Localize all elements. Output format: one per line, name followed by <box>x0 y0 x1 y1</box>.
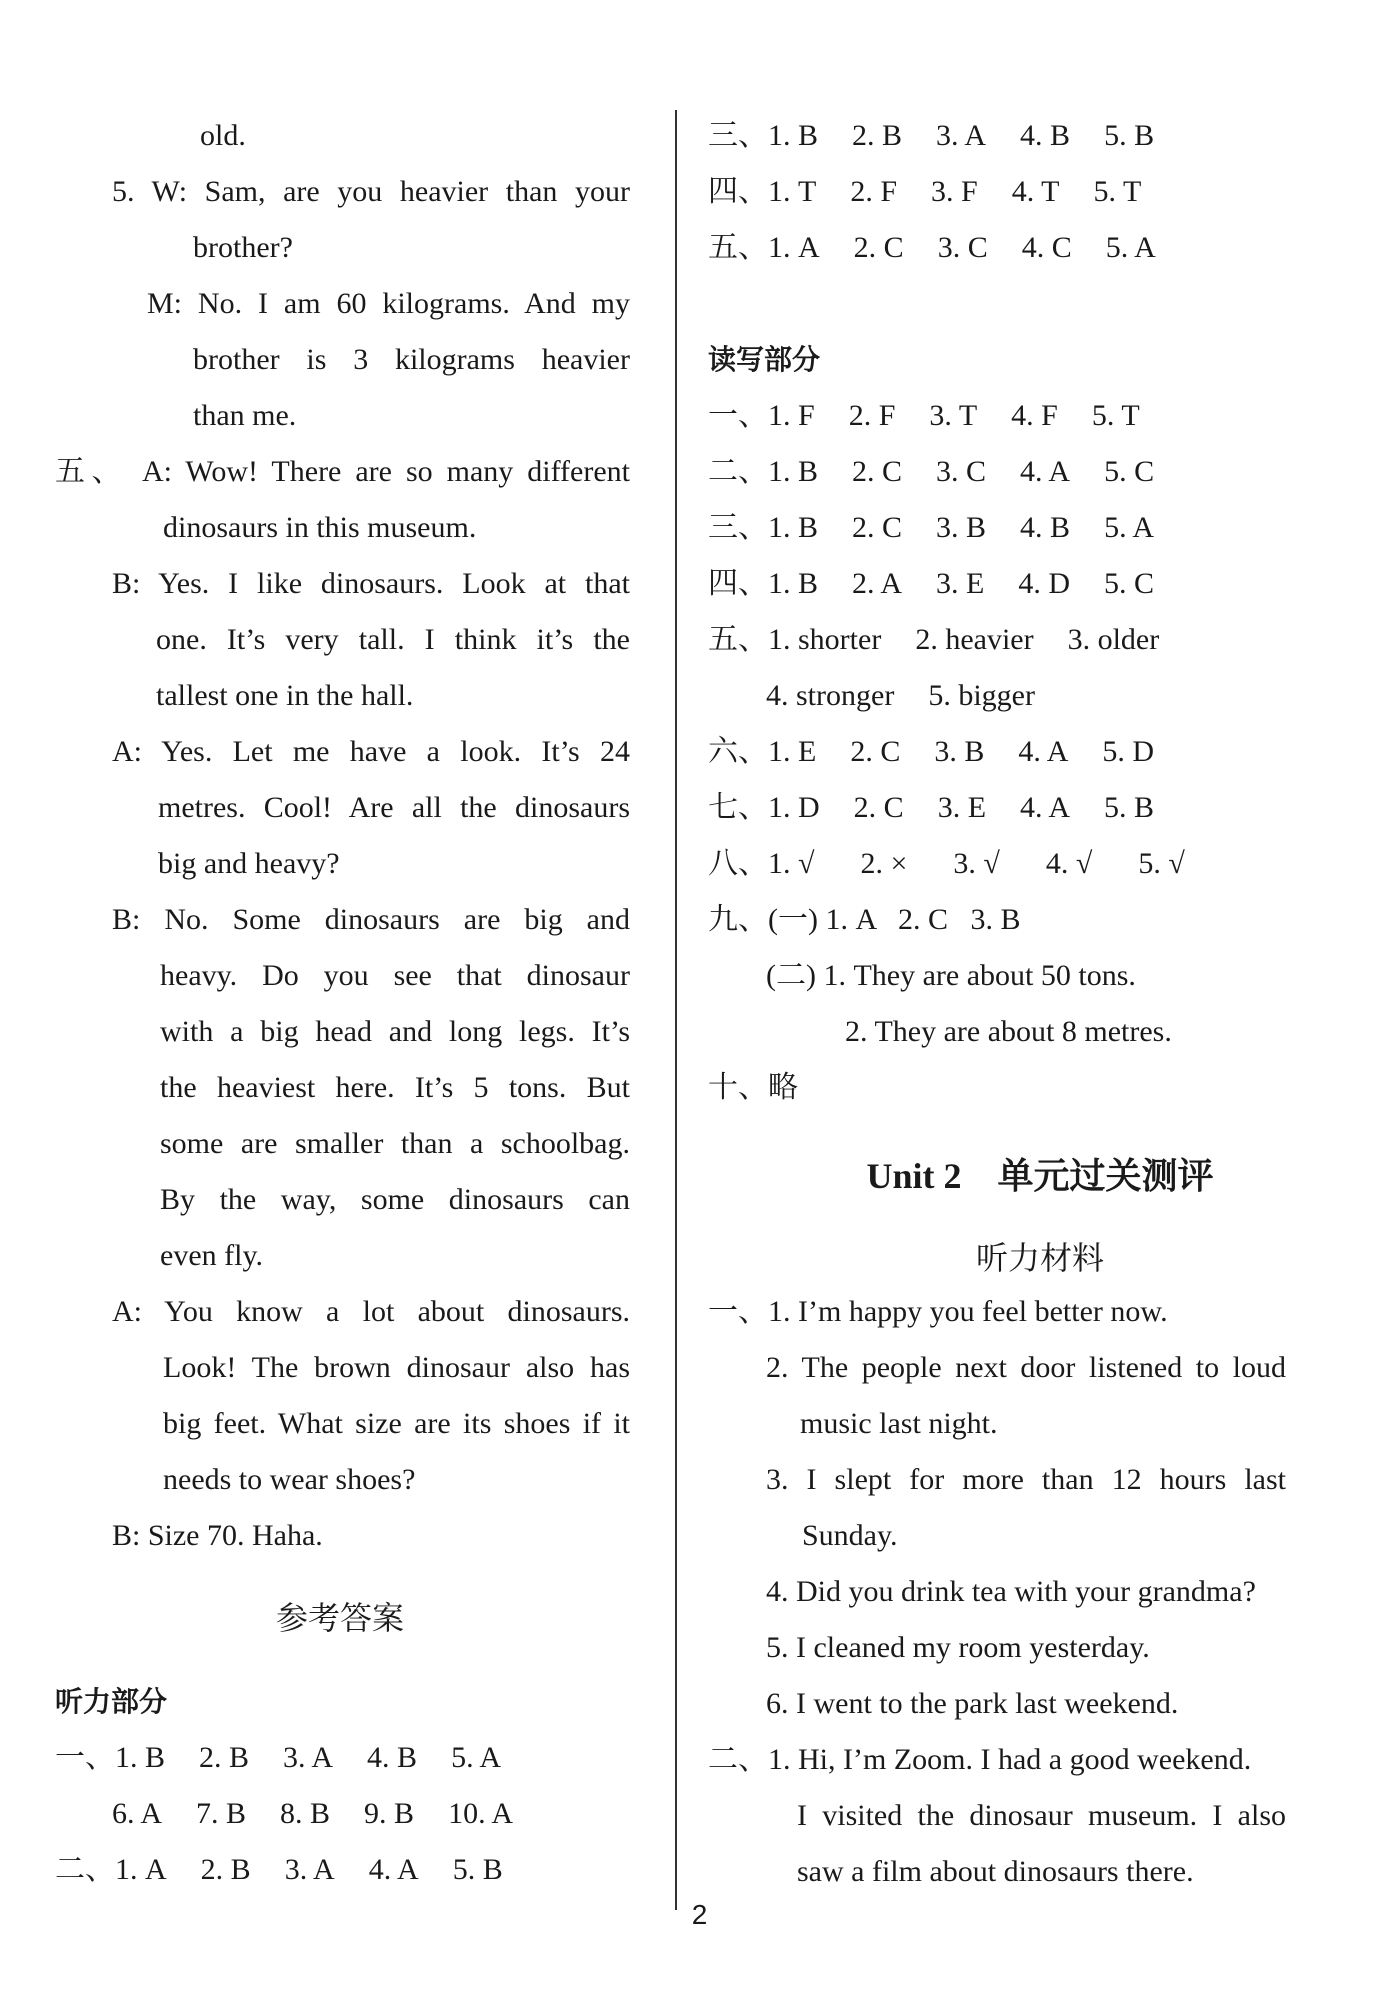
answer-item: 1. A <box>115 1853 167 1886</box>
dialog-line: B: Yes. I like dinosaurs. Look at that <box>112 567 630 600</box>
answer-item: 6. A <box>112 1797 163 1830</box>
row-label: 二、 <box>708 455 768 488</box>
dialog-line: B: No. Some dinosaurs are big and <box>112 903 630 936</box>
answer-row <box>708 836 1185 892</box>
row-label: 五、 <box>708 231 768 264</box>
answer-item: 3. older <box>1067 623 1160 656</box>
answer-item: 2. F <box>848 399 896 432</box>
answer-row: (二) 1. They are about 50 tons. <box>766 959 1136 992</box>
dialog-line: M: No. I am 60 kilograms. And my <box>147 287 630 320</box>
row-label: 八、 <box>708 847 768 880</box>
material-line: 5. I cleaned my room yesterday. <box>766 1631 1150 1664</box>
answer-item: 3. A <box>936 119 987 152</box>
answer-row <box>708 108 1154 164</box>
answer-item: 1. B <box>115 1741 166 1774</box>
material-line: 二、1. Hi, I’m Zoom. I had a good weekend. <box>708 1743 1252 1776</box>
answer-item: 2. C <box>853 791 904 824</box>
answer-item: 4. A <box>1018 735 1069 768</box>
material-line: 3. I slept for more than 12 hours last <box>766 1463 1286 1496</box>
dialog-line: old. <box>200 119 246 152</box>
answer-row <box>708 388 1140 444</box>
answer-item: 1. F <box>768 399 815 432</box>
dialog-line: tallest one in the hall. <box>156 679 414 712</box>
answer-item: 1. shorter <box>768 623 882 656</box>
answer-row <box>708 724 1154 780</box>
answer-item: 5. B <box>1104 119 1155 152</box>
answer-item: 1. D <box>768 791 820 824</box>
page-number: 2 <box>691 1899 708 1930</box>
answer-item: 4. B <box>1020 119 1071 152</box>
answer-item: 2. B <box>200 1853 251 1886</box>
row-label: 二、 <box>55 1853 115 1886</box>
answer-item: 2. B <box>199 1741 250 1774</box>
answer-item: 2. C <box>853 231 904 264</box>
unit-title: Unit 2 单元过关测评 <box>866 1156 1214 1196</box>
row-label: 四、 <box>708 175 768 208</box>
answers-title: 参考答案 <box>275 1599 404 1637</box>
material-line: saw a film about dinosaurs there. <box>797 1855 1194 1888</box>
answer-item: 8. B <box>280 1797 331 1830</box>
dialog-line: heavy. Do you see that dinosaur <box>160 959 630 992</box>
answer-item: 2. heavier <box>915 623 1034 656</box>
answer-row <box>708 164 1141 220</box>
answer-item: 3. B <box>936 511 987 544</box>
dialog-line: needs to wear shoes? <box>163 1463 416 1496</box>
dialog-line: with a big head and long legs. It’s <box>160 1015 630 1048</box>
reading-section-title: 读写部分 <box>708 343 821 376</box>
answer-item: 4. √ <box>1045 847 1093 880</box>
dialog-line: than me. <box>193 399 297 432</box>
answer-item: 2. C <box>852 511 903 544</box>
material-line: I visited the dinosaur museum. I also <box>797 1799 1286 1832</box>
answer-item: 1. √ <box>768 847 815 880</box>
material-line: 一、1. I’m happy you feel better now. <box>708 1295 1168 1328</box>
dialog-line: A: You know a lot about dinosaurs. <box>112 1295 630 1328</box>
answer-item: 5. bigger <box>928 679 1035 712</box>
answer-item: 5. C <box>1104 567 1155 600</box>
column-divider <box>675 110 677 1910</box>
answer-row: 2. They are about 8 metres. <box>845 1015 1172 1048</box>
answer-row: 九、(一) 1. A 2. C 3. B <box>708 903 1021 936</box>
row-label: 六、 <box>708 735 768 768</box>
answer-item: 4. F <box>1011 399 1058 432</box>
dialog-line: one. It’s very tall. I think it’s the <box>156 623 630 656</box>
answer-row <box>708 444 1154 500</box>
dialog-line: By the way, some dinosaurs can <box>160 1183 630 1216</box>
answer-item: 3. T <box>929 399 978 432</box>
answer-item: 3. B <box>934 735 985 768</box>
answer-item: 5. √ <box>1138 847 1185 880</box>
answer-item: 10. A <box>448 1797 514 1830</box>
answer-row <box>766 668 1035 724</box>
answer-row <box>708 780 1154 836</box>
answer-item: 5. A <box>1105 231 1156 264</box>
answer-row <box>708 500 1154 556</box>
answer-item: 1. E <box>768 735 817 768</box>
answer-item: 1. B <box>768 455 819 488</box>
answer-item: 4. stronger <box>766 679 895 712</box>
dialog-line: A: Yes. Let me have a look. It’s 24 <box>112 735 630 768</box>
row-label: 四、 <box>708 567 768 600</box>
row-label: 三、 <box>708 511 768 544</box>
answer-item: 4. D <box>1018 567 1071 600</box>
row-label: 三、 <box>708 119 768 152</box>
answer-item: 4. A <box>1020 455 1071 488</box>
row-label: 七、 <box>708 791 768 824</box>
answer-item: 1. B <box>768 511 819 544</box>
material-line: music last night. <box>800 1407 998 1440</box>
dialog-line: metres. Cool! Are all the dinosaurs <box>158 791 630 824</box>
answer-item: 4. T <box>1011 175 1060 208</box>
row-label: 一、 <box>708 399 768 432</box>
answer-item: 2. F <box>850 175 898 208</box>
answer-item: 4. B <box>367 1741 418 1774</box>
answer-row <box>55 1730 501 1786</box>
answer-item: 4. C <box>1021 231 1072 264</box>
material-line: 2. The people next door listened to loud <box>766 1351 1286 1384</box>
answer-item: 2. B <box>852 119 903 152</box>
answer-row <box>708 220 1156 276</box>
answer-row <box>708 612 1159 668</box>
dialog-line: B: Size 70. Haha. <box>112 1519 323 1552</box>
dialog-line: brother is 3 kilograms heavier <box>193 343 630 376</box>
answer-item: 1. B <box>768 567 819 600</box>
answer-item: 1. B <box>768 119 819 152</box>
dialog-line: the heaviest here. It’s 5 tons. But <box>160 1071 630 1104</box>
answer-item: 4. B <box>1020 511 1071 544</box>
dialog-line: Look! The brown dinosaur also has <box>163 1351 630 1384</box>
answer-item: 1. T <box>768 175 817 208</box>
row-label: 五、 <box>708 623 768 656</box>
dialog-line: dinosaurs in this museum. <box>163 511 477 544</box>
answer-item: 2. × <box>860 847 908 880</box>
answer-item: 3. E <box>936 567 985 600</box>
answer-row: 十、略 <box>708 1071 798 1104</box>
answer-item: 3. A <box>283 1741 334 1774</box>
answer-item: 1. A <box>768 231 820 264</box>
answer-item: 2. C <box>852 455 903 488</box>
material-line: Sunday. <box>802 1519 898 1552</box>
answer-row <box>708 556 1154 612</box>
dialog-line: brother? <box>193 231 293 264</box>
row-label: 一、 <box>55 1741 115 1774</box>
answer-item: 5. B <box>1104 791 1155 824</box>
answer-item: 5. C <box>1104 455 1155 488</box>
answer-item: 5. D <box>1102 735 1155 768</box>
answer-item: 5. A <box>451 1741 502 1774</box>
answer-item: 2. A <box>852 567 903 600</box>
answer-row <box>112 1786 513 1842</box>
listening-section-title: 听力部分 <box>55 1685 168 1718</box>
answer-item: 9. B <box>364 1797 415 1830</box>
answer-item: 3. C <box>936 455 987 488</box>
dialog-line: some are smaller than a schoolbag. <box>160 1127 630 1160</box>
answer-item: 3. E <box>937 791 987 824</box>
dialog-line: 五、 A: Wow! There are so many different <box>55 455 630 488</box>
material-line: 4. Did you drink tea with your grandma? <box>766 1575 1256 1608</box>
answer-item: 5. A <box>1104 511 1155 544</box>
answer-item: 3. A <box>284 1853 335 1886</box>
listening-material-title: 听力材料 <box>975 1239 1104 1277</box>
answer-row <box>55 1842 503 1898</box>
answer-item: 5. T <box>1091 399 1140 432</box>
dialog-line: big and heavy? <box>158 847 340 880</box>
answer-item: 3. F <box>931 175 978 208</box>
answer-item: 4. A <box>1020 791 1071 824</box>
answer-item: 5. B <box>452 1853 503 1886</box>
answer-item: 2. C <box>850 735 901 768</box>
answer-item: 5. T <box>1093 175 1142 208</box>
answer-item: 3. √ <box>953 847 1000 880</box>
answer-item: 7. B <box>196 1797 247 1830</box>
answer-item: 4. A <box>368 1853 419 1886</box>
dialog-line: big feet. What size are its shoes if it <box>163 1407 630 1440</box>
material-line: 6. I went to the park last weekend. <box>766 1687 1179 1720</box>
dialog-line: even fly. <box>160 1239 264 1272</box>
answer-item: 3. C <box>937 231 988 264</box>
dialog-line: 5. W: Sam, are you heavier than your <box>112 175 630 208</box>
